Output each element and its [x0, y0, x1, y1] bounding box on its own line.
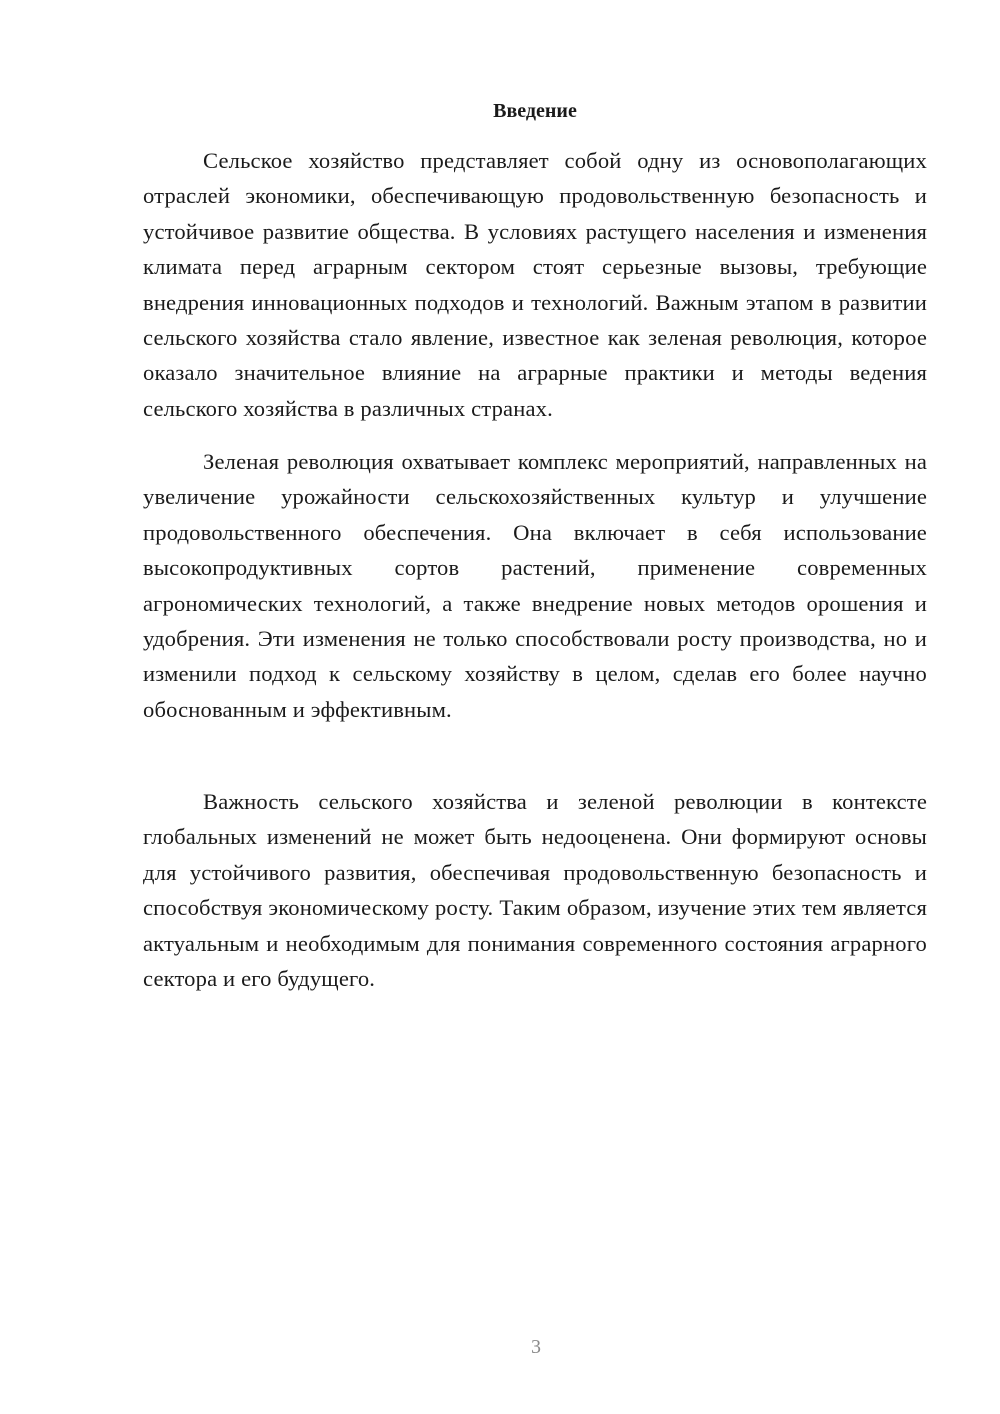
- paragraph-green-revolution: Зеленая революция охватывает комплекс мероприятий, направленных на увеличение урожайности сельскохозяйственных культур и улучшение продовольственного обеспечения. Она включает в себя использование высокопродуктивных сортов растений, применение современных агрономических технологий, а также внедрение новых методов орошения и удобрения. Эти изменения не только способствовали росту производства, но и изменили подход к сельскому хозяйству в целом, сделав его более научно обоснованным и эффективным.: [143, 449, 927, 722]
- page-number: 3: [531, 1336, 541, 1358]
- section-title: Введение: [493, 100, 577, 122]
- paragraph-importance: Важность сельского хозяйства и зеленой революции в контексте глобальных изменений не может быть недооценена. Они формируют основы для устойчивого развития, обеспечивая продовольственную безопасность и способствуя экономическому росту. Таким образом, изучение этих тем является актуальным и необходимым для понимания современного состояния аграрного сектора и его будущего.: [143, 789, 927, 992]
- paragraph-introduction: Сельское хозяйство представляет собой одну из основополагающих отраслей экономики, обеспечивающую продовольственную безопасность и устойчивое развитие общества. В условиях растущего населения и изменения климата перед аграрным сектором стоят серьезные вызовы, требующие внедрения инновационных подходов и технологий. Важным этапом в развитии сельского хозяйства стало явление, известное как зеленая революция, которое оказало значительное влияние на аграрные практики и методы ведения сельского хозяйства в различных странах.: [143, 148, 927, 421]
